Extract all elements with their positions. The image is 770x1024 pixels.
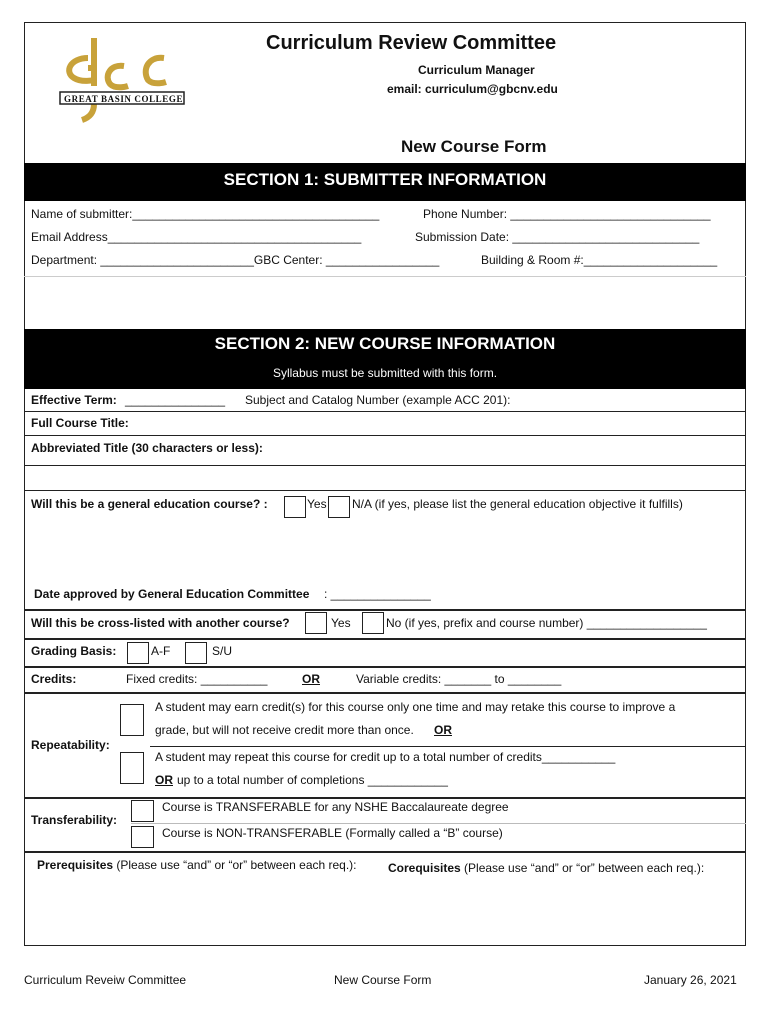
divider: [24, 609, 746, 611]
grading-su-label: S/U: [212, 644, 233, 658]
prerequisites-note: (Please use “and” or “or” between each req.):: [116, 858, 357, 872]
variable-credits-field[interactable]: Variable credits: _______ to ________: [356, 672, 562, 686]
email-field[interactable]: Email Address______________________________________: [31, 230, 362, 244]
contact-email: email: curriculum@gbcnv.edu: [387, 82, 558, 96]
repeat-option1-line2: grade, but will not receive credit more than once.: [155, 723, 414, 737]
subject-catalog-field[interactable]: Subject and Catalog Number (example ACC 201):: [245, 393, 511, 407]
repeat-option1-checkbox[interactable]: [120, 704, 144, 736]
divider: [24, 490, 746, 491]
grading-basis-label: Grading Basis:: [31, 644, 117, 658]
gen-ed-yes-label: Yes: [307, 497, 327, 511]
fixed-credits-field[interactable]: Fixed credits: __________: [126, 672, 268, 686]
grading-af-label: A-F: [151, 644, 171, 658]
syllabus-note: Syllabus must be submitted with this form.: [272, 366, 498, 380]
building-room-field[interactable]: Building & Room #:____________________: [481, 253, 718, 267]
repeat-option2-checkbox[interactable]: [120, 752, 144, 784]
divider: [24, 666, 746, 668]
effective-term-label: Effective Term:: [31, 393, 117, 407]
submission-date-field[interactable]: Submission Date: ____________________________: [415, 230, 700, 244]
corequisites-field[interactable]: [388, 861, 704, 875]
gen-ed-yes-checkbox[interactable]: [284, 496, 306, 518]
submitter-name-field[interactable]: Name of submitter:_____________________________________: [31, 207, 380, 221]
grading-su-checkbox[interactable]: [185, 642, 207, 664]
divider: [24, 435, 746, 436]
divider: [131, 823, 746, 824]
prerequisites-label: Prerequisites: [37, 858, 114, 872]
abbrev-title-field[interactable]: Abbreviated Title (30 characters or less):: [31, 441, 263, 455]
repeatability-label: Repeatability:: [31, 738, 110, 752]
cross-list-yes-checkbox[interactable]: [305, 612, 327, 634]
gen-ed-na-label: N/A (if yes, please list the general education objective it fulfills): [352, 497, 683, 511]
prerequisites-field[interactable]: [37, 858, 357, 872]
section2-heading: SECTION 2: NEW COURSE INFORMATION: [214, 334, 556, 353]
transferability-label: Transferability:: [31, 813, 118, 827]
gen-ed-question: Will this be a general education course? :: [31, 497, 268, 511]
cross-list-no-checkbox[interactable]: [362, 612, 384, 634]
committee-title: Curriculum Review Committee: [266, 32, 557, 54]
manager-label: Curriculum Manager: [418, 63, 535, 77]
gen-ed-date-field[interactable]: : _______________: [324, 587, 431, 601]
footer-center: New Course Form: [334, 973, 432, 987]
department-center-field[interactable]: Department: _______________________GBC Center: _________________: [31, 253, 440, 267]
repeat-option1-line1: A student may earn credit(s) for this course only one time and may retake this course to improve a: [155, 700, 676, 714]
grading-af-checkbox[interactable]: [127, 642, 149, 664]
college-logo: [58, 36, 188, 126]
divider: [24, 465, 746, 466]
repeat-or2-label: OR: [155, 773, 173, 787]
divider: [24, 851, 746, 853]
transfer-option1-checkbox[interactable]: [131, 800, 154, 822]
divider: [24, 797, 746, 799]
footer-date: January 26, 2021: [644, 973, 737, 987]
section2-heading-block: [24, 329, 746, 389]
effective-term-field[interactable]: _______________: [125, 393, 226, 407]
cross-list-yes-label: Yes: [331, 616, 351, 630]
footer-left: Curriculum Reveiw Committee: [24, 973, 187, 987]
cross-list-no-label: No (if yes, prefix and course number) __________________: [386, 616, 707, 630]
cross-list-question: Will this be cross-listed with another course?: [31, 616, 290, 630]
transfer-option1-label: Course is TRANSFERABLE for any NSHE Baccalaureate degree: [162, 800, 509, 814]
transfer-option2-label: Course is NON-TRANSFERABLE (Formally called a “B” course): [162, 826, 503, 840]
gen-ed-na-checkbox[interactable]: [328, 496, 350, 518]
corequisites-label: Corequisites: [388, 861, 461, 875]
logo-text: GREAT BASIN COLLEGE: [64, 94, 184, 104]
divider: [24, 276, 746, 277]
phone-field[interactable]: Phone Number: ______________________________: [423, 207, 711, 221]
form-title: New Course Form: [401, 137, 547, 156]
credits-label: Credits:: [31, 672, 77, 686]
gen-ed-date-label: Date approved by General Education Committee: [34, 587, 310, 601]
credits-or-label: OR: [302, 672, 320, 686]
full-title-field[interactable]: Full Course Title:: [31, 416, 129, 430]
divider: [24, 411, 746, 412]
divider: [150, 746, 746, 747]
repeat-option2-line2: up to a total number of completions ____________: [177, 773, 448, 787]
section1-heading: SECTION 1: SUBMITTER INFORMATION: [24, 163, 746, 201]
repeat-or-label: OR: [434, 723, 452, 737]
divider: [24, 692, 746, 694]
corequisites-note: (Please use “and” or “or” between each req.):: [464, 861, 705, 875]
repeat-option2-line1: A student may repeat this course for credit up to a total number of credits___________: [155, 750, 616, 764]
transfer-option2-checkbox[interactable]: [131, 826, 154, 848]
divider: [24, 638, 746, 640]
